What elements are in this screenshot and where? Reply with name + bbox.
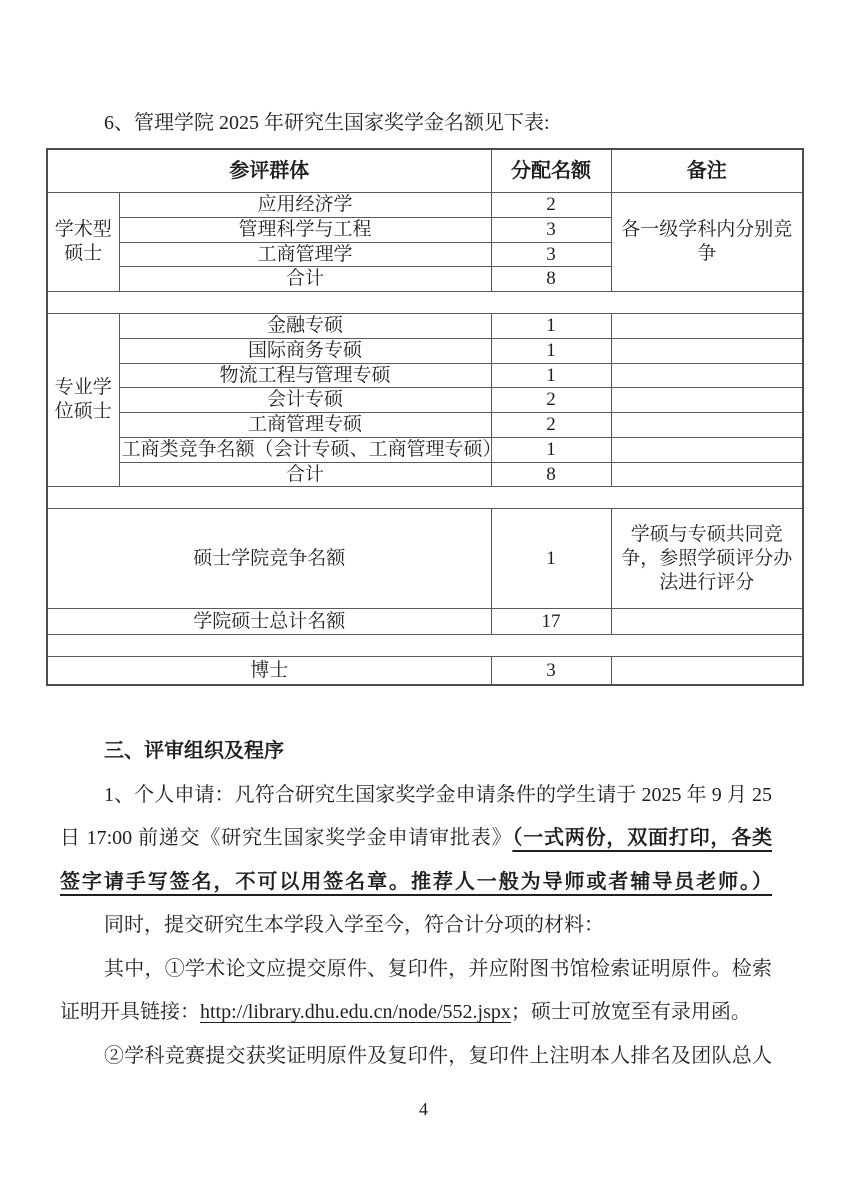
cell-quota: 1 xyxy=(491,509,611,609)
table-row xyxy=(47,509,803,609)
library-link[interactable]: http://library.dhu.edu.cn/node/552.jspx xyxy=(200,1001,511,1024)
cell-name: 应用经济学 xyxy=(119,193,491,218)
text-run: 证明开具链接： xyxy=(60,1001,200,1024)
group-label-professional: 专业学位硕士 xyxy=(47,314,119,487)
cell-name: 学院硕士总计名额 xyxy=(47,609,491,635)
cell-remark xyxy=(611,363,803,388)
cell-name: 管理科学与工程 xyxy=(119,217,491,242)
table-row xyxy=(47,314,803,339)
paragraph-line xyxy=(60,1035,772,1079)
cell-remark xyxy=(611,657,803,686)
cell-name: 工商类竞争名额（会计专硕、工商管理专硕） xyxy=(119,437,491,462)
cell-quota: 1 xyxy=(491,338,611,363)
table-row xyxy=(47,388,803,413)
table-row xyxy=(47,437,803,462)
table-row xyxy=(47,363,803,388)
spacer-row xyxy=(47,635,803,657)
cell-remark xyxy=(611,388,803,413)
spacer-row xyxy=(47,292,803,314)
cell-remark xyxy=(611,462,803,487)
table-row xyxy=(47,413,803,438)
text-run: 1、个人申请：凡符合研究生国家奖学金申请条件的学生请于 2025 年 9 月 25 xyxy=(104,783,772,806)
cell-quota: 1 xyxy=(491,314,611,339)
body-text xyxy=(60,730,772,1078)
table-header-row xyxy=(47,149,803,193)
cell-name: 合计 xyxy=(119,462,491,487)
header-remark: 备注 xyxy=(611,149,803,193)
page-number: 4 xyxy=(419,1099,428,1120)
cell-name: 会计专硕 xyxy=(119,388,491,413)
cell-quota: 2 xyxy=(491,193,611,218)
spacer-row xyxy=(47,487,803,509)
cell-remark xyxy=(611,413,803,438)
text-run: ；硕士可放宽至有录用函。 xyxy=(510,1001,751,1024)
cell-name: 工商管理专硕 xyxy=(119,413,491,438)
text-run: ②学科竞赛提交获奖证明原件及复印件，复印件上注明本人排名及团队总人 xyxy=(104,1044,772,1067)
cell-quota: 1 xyxy=(491,437,611,462)
cell-name: 国际商务专硕 xyxy=(119,338,491,363)
cell-remark xyxy=(611,338,803,363)
cell-quota: 8 xyxy=(491,462,611,487)
paragraph-line xyxy=(60,817,772,861)
scholarship-quota-table xyxy=(46,148,804,686)
cell-remark-academic: 各一级学科内分别竞争 xyxy=(611,193,803,292)
paragraph-line xyxy=(60,861,772,905)
cell-name: 金融专硕 xyxy=(119,314,491,339)
table-row xyxy=(47,462,803,487)
header-quota: 分配名额 xyxy=(491,149,611,193)
cell-remark xyxy=(611,437,803,462)
table-row xyxy=(47,338,803,363)
table-row xyxy=(47,609,803,635)
table-row xyxy=(47,193,803,218)
paragraph-line xyxy=(60,774,772,818)
cell-quota: 3 xyxy=(491,657,611,686)
paragraph-line xyxy=(60,991,772,1035)
cell-name: 物流工程与管理专硕 xyxy=(119,363,491,388)
group-label-academic: 学术型硕士 xyxy=(47,193,119,292)
cell-quota: 8 xyxy=(491,267,611,292)
paragraph-line xyxy=(60,904,772,948)
bold-underline-note: 签字请手写签名，不可以用签名章。推荐人一般为导师或者辅导员老师。） xyxy=(60,870,772,893)
text-run: 同时，提交研究生本学段入学至今，符合计分项的材料： xyxy=(104,914,604,937)
table-row xyxy=(47,657,803,686)
paragraph-line xyxy=(60,948,772,992)
cell-name: 博士 xyxy=(47,657,491,686)
cell-quota: 3 xyxy=(491,242,611,267)
cell-remark-competition: 学硕与专硕共同竞争，参照学硕评分办法进行评分 xyxy=(611,509,803,609)
cell-quota: 17 xyxy=(491,609,611,635)
cell-remark xyxy=(611,609,803,635)
cell-name: 合计 xyxy=(119,267,491,292)
cell-name: 硕士学院竞争名额 xyxy=(47,509,491,609)
cell-quota: 1 xyxy=(491,363,611,388)
cell-quota: 2 xyxy=(491,413,611,438)
cell-quota: 3 xyxy=(491,217,611,242)
cell-remark xyxy=(611,314,803,339)
header-group: 参评群体 xyxy=(47,149,491,193)
bold-underline-note: （一式两份，双面打印，各类 xyxy=(512,827,773,850)
intro-line: 6、管理学院 2025 年研究生国家奖学金名额见下表: xyxy=(104,112,550,134)
text-run: 其中，①学术论文应提交原件、复印件，并应附图书馆检索证明原件。检索 xyxy=(104,957,772,980)
section-heading: 三、评审组织及程序 xyxy=(104,740,284,763)
cell-quota: 2 xyxy=(491,388,611,413)
cell-name: 工商管理学 xyxy=(119,242,491,267)
text-run: 日 17:00 前递交《研究生国家奖学金申请审批表》 xyxy=(60,827,513,850)
